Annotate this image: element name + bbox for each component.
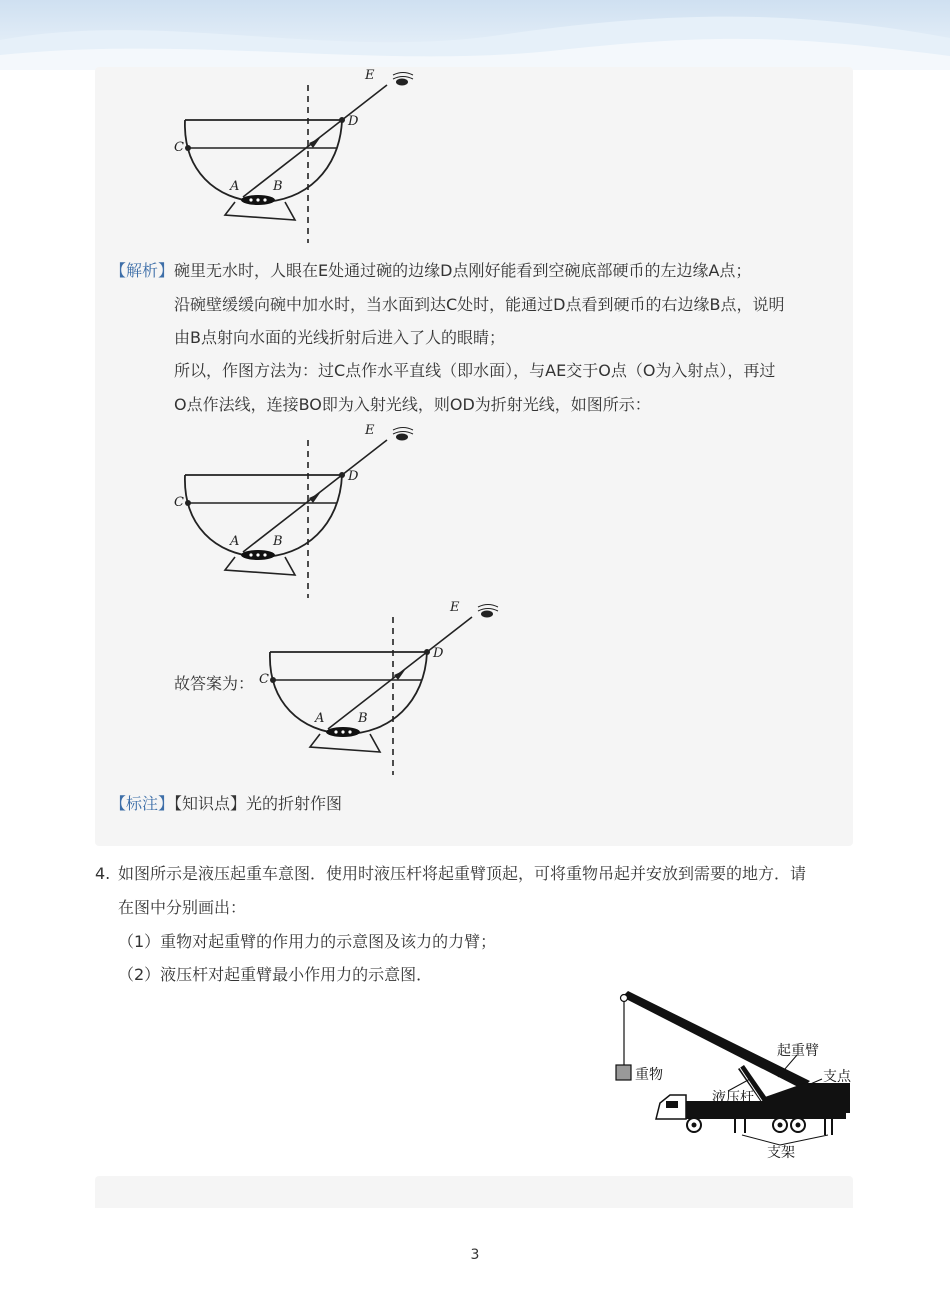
q4-part-2: （2）液压杆对起重臂最小作用力的示意图． bbox=[118, 965, 433, 984]
label-b: B bbox=[273, 534, 283, 549]
analysis-line-3: 由B点射向水面的光线折射后进入了人的眼睛； bbox=[174, 328, 505, 347]
crane-label-boom: 起重臂 bbox=[777, 1043, 819, 1059]
label-c: C bbox=[259, 672, 269, 687]
crane-label-cylinder: 液压杆 bbox=[712, 1090, 754, 1106]
bowl-figure-2 bbox=[165, 420, 425, 605]
label-d: D bbox=[348, 469, 359, 484]
label-b: B bbox=[358, 711, 368, 726]
analysis-line-1: 【解析】碗里无水时，人眼在E处通过碗的边缘D点刚好能看到空碗底部硬币的左边缘A点； bbox=[110, 261, 752, 280]
note-tag: 【标注】 bbox=[110, 794, 175, 813]
q4-number: 4. bbox=[95, 864, 111, 883]
page-number: 3 bbox=[470, 1247, 480, 1263]
crane-label-pivot: 支点 bbox=[823, 1069, 851, 1085]
label-d: D bbox=[348, 114, 359, 129]
label-e: E bbox=[365, 68, 375, 83]
crane-label-weight: 重物 bbox=[635, 1067, 663, 1083]
bowl-figure-1 bbox=[165, 65, 425, 250]
label-d: D bbox=[433, 646, 444, 661]
analysis-line-4: 所以，作图方法为：过C点作水平直线（即水面），与AE交于O点（O为入射点），再过 bbox=[174, 361, 776, 380]
crane-label-support: 支架 bbox=[767, 1145, 795, 1161]
answer-label: 故答案为： bbox=[174, 674, 255, 693]
q4-line-2: 在图中分别画出： bbox=[118, 898, 247, 917]
analysis-line-5: O点作法线，连接BO即为入射光线，则OD为折射光线，如图所示： bbox=[174, 395, 651, 414]
bowl-figure-answer bbox=[250, 597, 510, 782]
label-a: A bbox=[230, 179, 240, 194]
label-c: C bbox=[174, 140, 184, 155]
q4-part-1: （1）重物对起重臂的作用力的示意图及该力的力臂； bbox=[118, 932, 497, 951]
crane-figure bbox=[610, 985, 860, 1165]
analysis-line-2: 沿碗壁缓缓向碗中加水时，当水面到达C处时，能通过D点看到硬币的右边缘B点，说明 bbox=[174, 295, 785, 314]
header-wave-banner bbox=[0, 0, 950, 70]
next-solution-panel bbox=[95, 1176, 853, 1208]
q4-line-1: 如图所示是液压起重车意图．使用时液压杆将起重臂顶起，可将重物吊起并安放到需要的地方．请 bbox=[118, 864, 807, 883]
label-e: E bbox=[450, 600, 460, 615]
label-c: C bbox=[174, 495, 184, 510]
label-a: A bbox=[315, 711, 325, 726]
label-e: E bbox=[365, 423, 375, 438]
note-line: 【标注】【知识点】光的折射作图 bbox=[110, 794, 343, 813]
label-a: A bbox=[230, 534, 240, 549]
label-b: B bbox=[273, 179, 283, 194]
analysis-tag: 【解析】 bbox=[110, 261, 175, 280]
